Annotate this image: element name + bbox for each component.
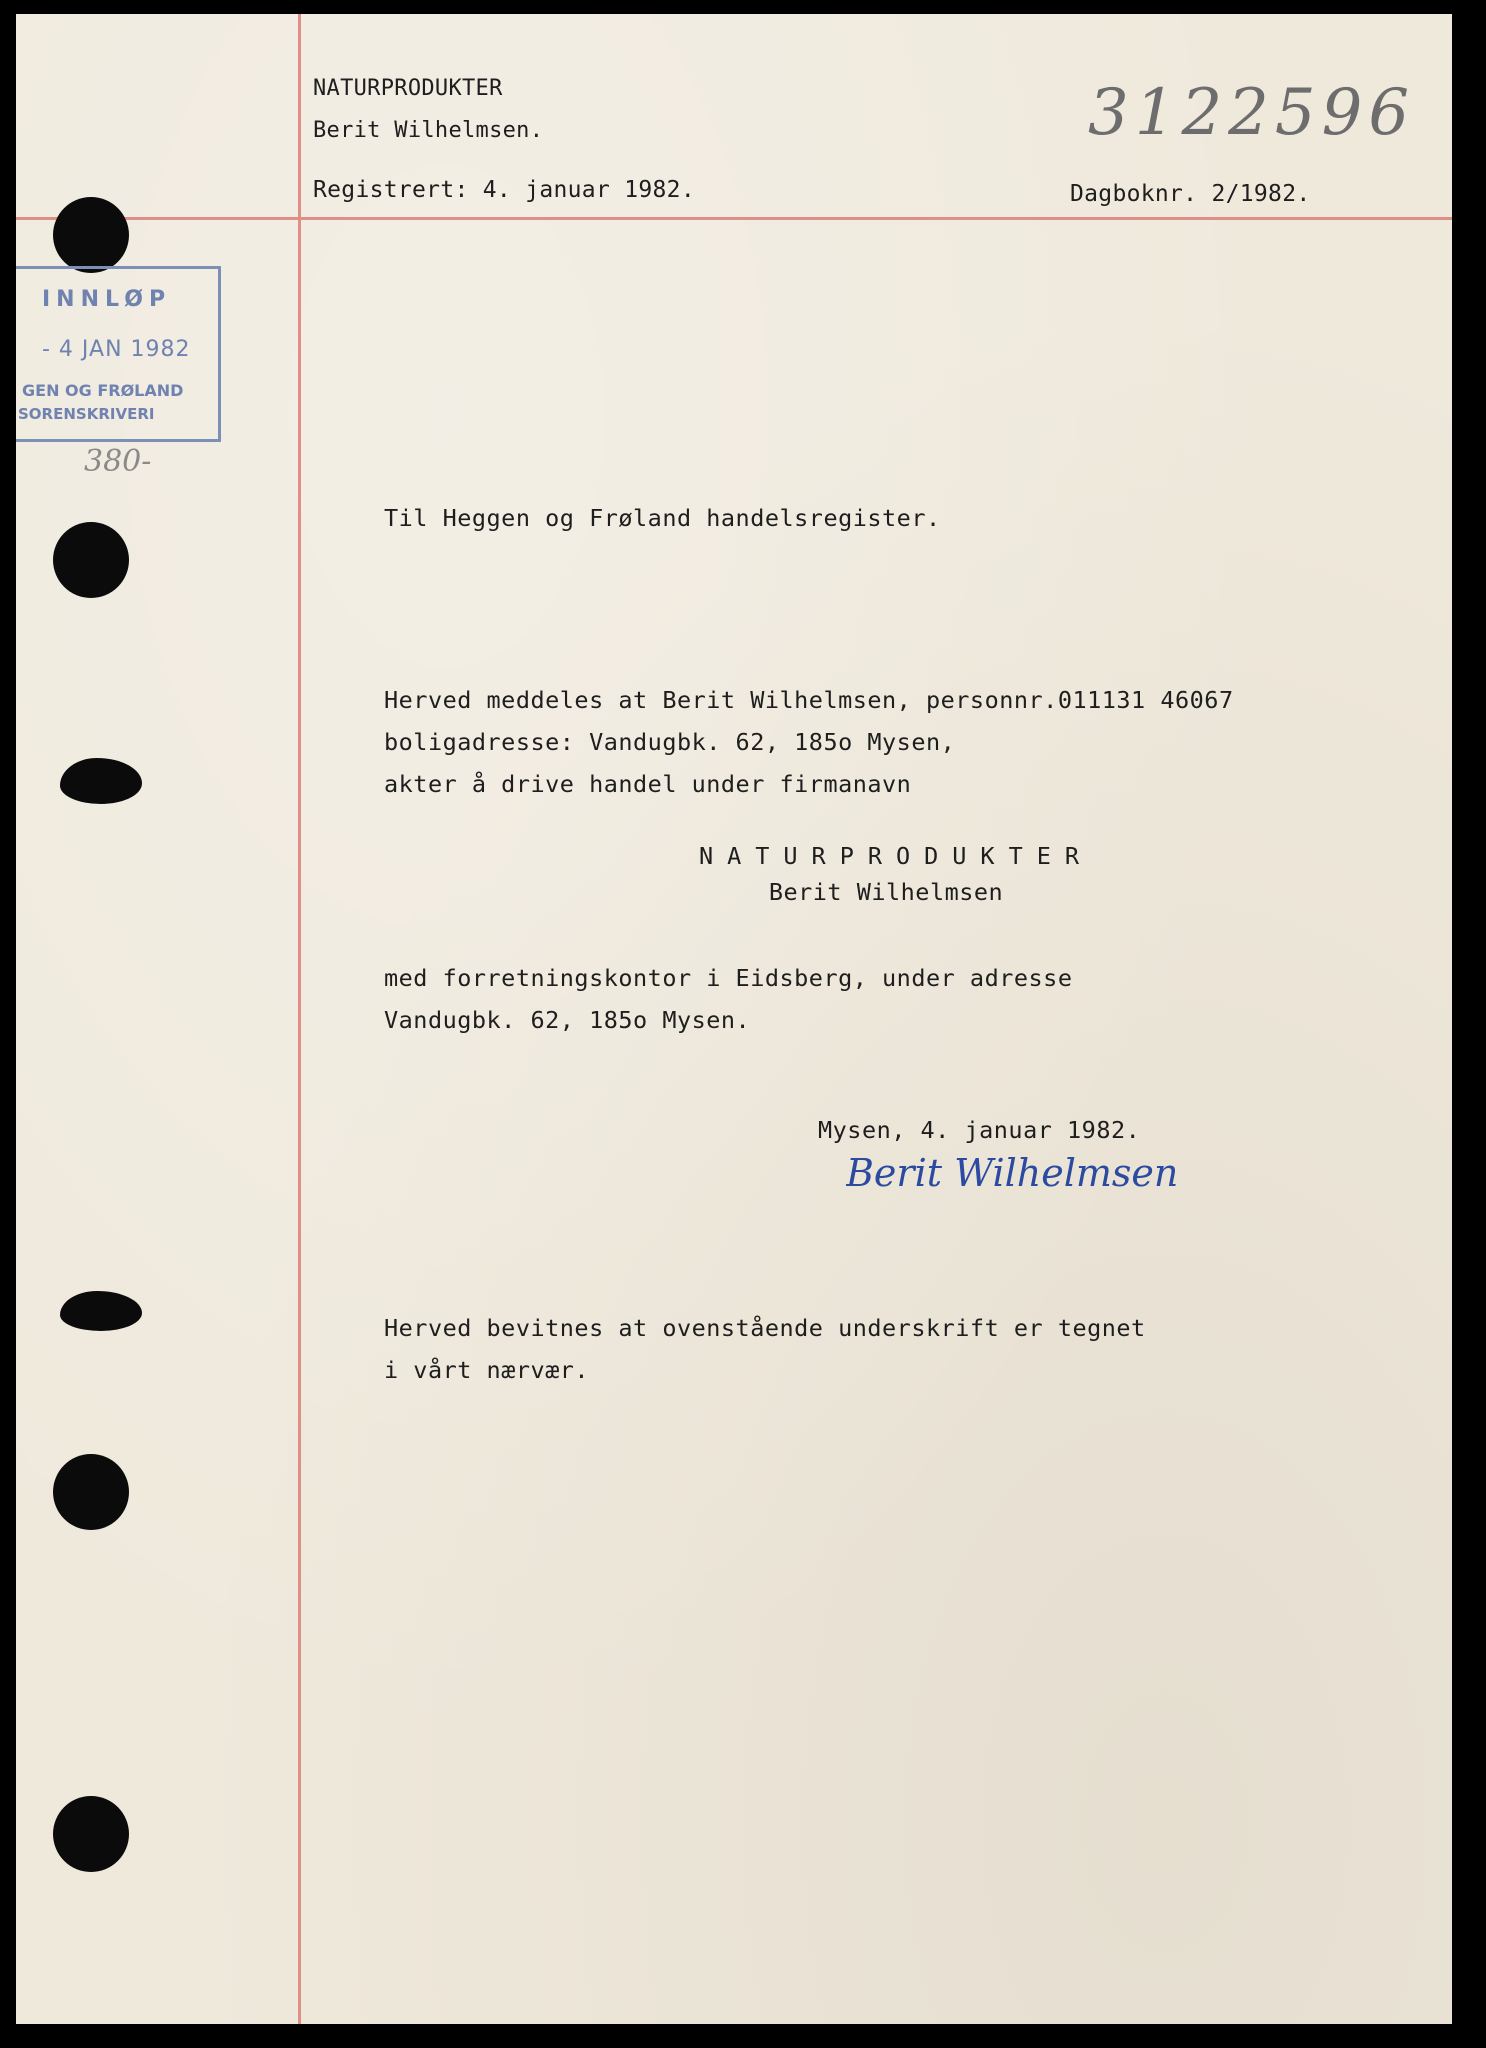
firm-owner: Berit Wilhelmsen — [768, 878, 1004, 906]
punch-hole — [53, 1454, 129, 1530]
paragraph-line: boligadresse: Vandugbk. 62, 185o Mysen, — [384, 728, 956, 756]
torn-punch-hole — [60, 1291, 142, 1331]
paragraph-line: med forretningskontor i Eidsberg, under adresse — [384, 964, 1073, 992]
document-sheet — [16, 14, 1452, 2024]
handwritten-note: 380- — [84, 444, 152, 479]
addressee: Til Heggen og Frøland handelsregister. — [384, 504, 941, 532]
archive-number-handwritten: 3122596 — [1088, 76, 1416, 150]
left-margin-line — [298, 14, 301, 2024]
signature — [846, 1144, 1226, 1209]
stamp-received-label: INNLØP — [42, 287, 172, 312]
punch-hole — [53, 522, 129, 598]
journal-number: Dagboknr. 2/1982. — [1070, 181, 1311, 207]
attestation-line: Herved bevitnes at ovenstående underskrift er tegnet — [384, 1314, 1146, 1342]
punch-hole — [53, 1796, 129, 1872]
stamp-court-line2: SORENSKRIVERI — [18, 405, 155, 423]
punch-hole — [53, 197, 129, 273]
signature-text: Berit Wilhelmsen — [846, 1151, 1179, 1195]
stamp-date: - 4 JAN 1982 — [42, 337, 191, 362]
header-rule-line — [16, 217, 1452, 220]
owner-name: Berit Wilhelmsen. — [313, 118, 544, 143]
attestation-line: i vårt nærvær. — [384, 1356, 590, 1384]
received-stamp — [16, 266, 221, 442]
place-and-date: Mysen, 4. januar 1982. — [818, 1116, 1141, 1144]
registered-date: Registrert: 4. januar 1982. — [313, 177, 695, 203]
paragraph-line: Vandugbk. 62, 185o Mysen. — [384, 1006, 751, 1034]
firm-name: NATURPRODUKTER — [698, 842, 1094, 870]
company-name: NATURPRODUKTER — [313, 76, 503, 101]
paragraph-line: Herved meddeles at Berit Wilhelmsen, personnr.011131 46067 — [384, 686, 1234, 714]
stamp-court-line1: GEN OG FRØLAND — [22, 381, 184, 400]
signature-drawing — [846, 1144, 1226, 1204]
torn-punch-hole — [60, 758, 142, 804]
paragraph-line: akter å drive handel under firmanavn — [384, 770, 912, 798]
